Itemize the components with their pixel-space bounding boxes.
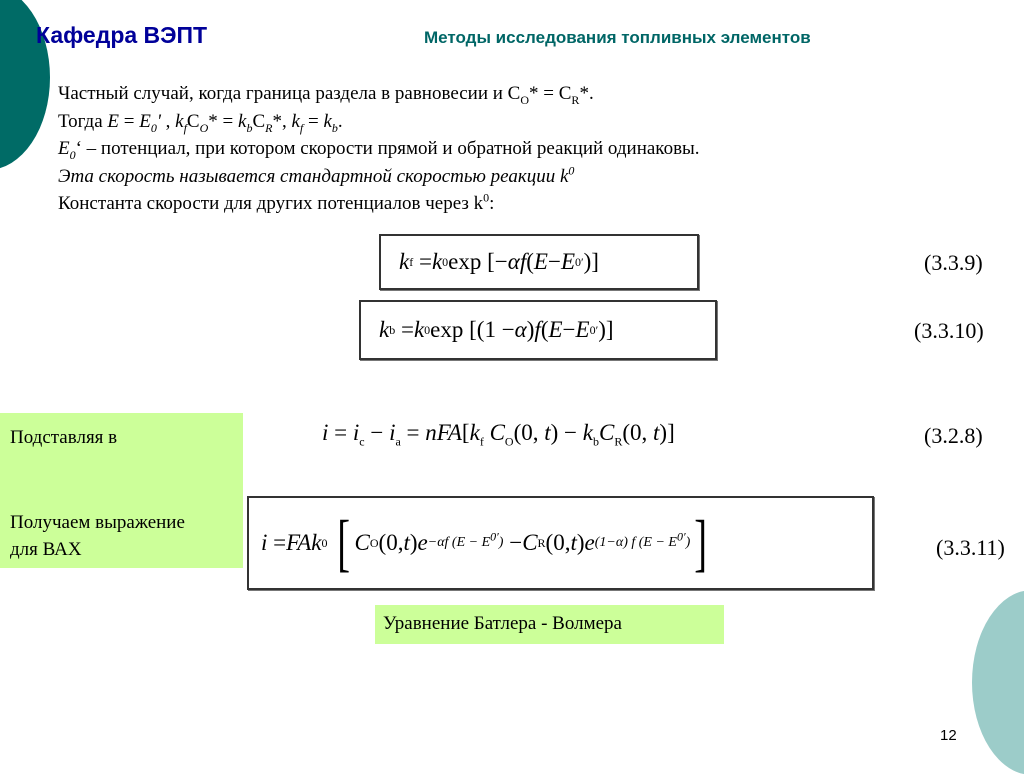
- body-line-5: Константа скорости для других потенциалов через $k^0$:: [58, 190, 495, 214]
- side-note-line-3: для ВАХ: [10, 539, 82, 560]
- equation-kb: k b = k 0 exp [(1 − α ) f ( E − E 0′ )]: [359, 300, 717, 360]
- department-title: Кафедра ВЭПТ: [36, 22, 208, 48]
- decor-circle-bottom-right: [972, 590, 1024, 775]
- equation-butler-volmer: i = FAk 0 [ C O (0, t ) e −αf $(E - E^{0'})$ − C R (0, t ) e (1−α) f $(E - E^{0'})$ ]: [247, 496, 874, 590]
- body-line-1: Частный случай, когда граница раздела в равновесии и $C_O* = C_R*$.: [58, 83, 594, 107]
- course-title: Методы исследования топливных элементов: [424, 28, 811, 47]
- body-text: [58, 80, 700, 218]
- side-note-line-2: Получаем выражение: [10, 512, 185, 533]
- equation-number-kf: (3.3.9): [924, 250, 983, 275]
- page-number: 12: [940, 727, 957, 744]
- equation-number-kb: (3.3.10): [914, 318, 984, 343]
- equation-current: $i = i_c - i_a = nFA[k_f$ $C_O(0$, $t) - k_bC_R(0$, t)]: [322, 420, 675, 449]
- equation-number-current: (3.2.8): [924, 423, 983, 448]
- side-note-line-1: Подставляя в: [10, 427, 118, 448]
- caption-box: Уравнение Батлера - Волмера: [375, 605, 724, 644]
- side-note-box: [0, 413, 243, 568]
- body-line-2: Тогда $E = E_0'$ , $k_fC_O* = k_bC_R*$, $k_f = k_b$.: [58, 110, 343, 135]
- body-line-4: Эта скорость называется стандартной скоростью реакции $k^0$: [58, 163, 575, 187]
- equation-number-butler-volmer: (3.3.11): [936, 535, 1005, 560]
- equation-kf: k f = k 0 exp [− αf ( E − E 0′ )]: [379, 234, 699, 290]
- body-line-3: $E_0‘$ – потенциал, при котором скорости прямой и обратной реакций одинаковы.: [58, 138, 700, 162]
